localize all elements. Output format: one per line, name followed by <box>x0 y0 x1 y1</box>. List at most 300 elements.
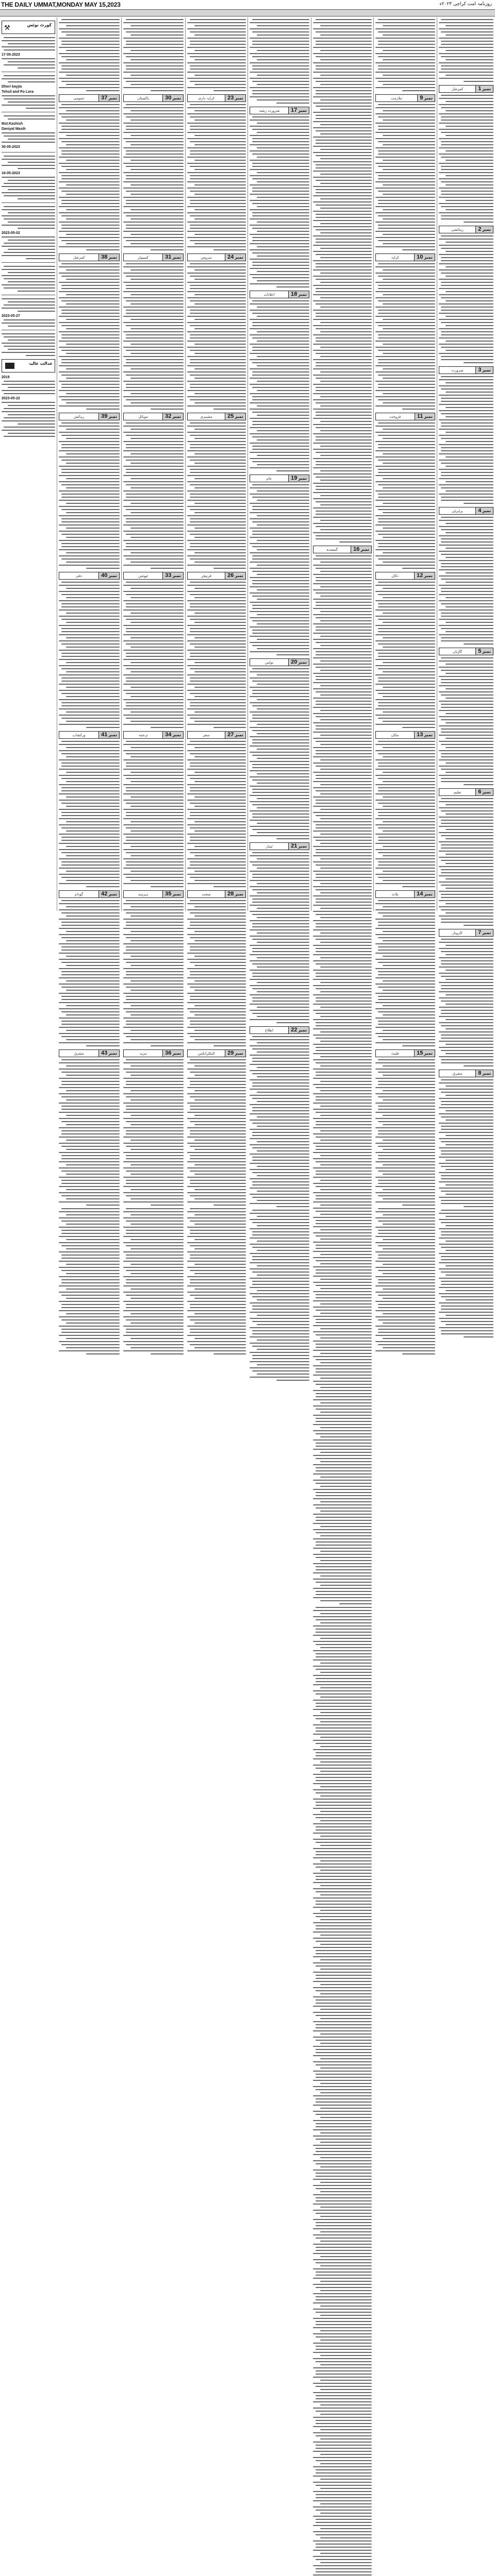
item-number-label <box>98 732 119 738</box>
item-number: 41 <box>101 732 108 738</box>
item-number-label <box>288 659 309 666</box>
item-label-word: نمبر <box>424 733 433 737</box>
item-label-word: نمبر <box>235 892 243 896</box>
ad-text-block <box>375 263 435 410</box>
ad-text-block <box>250 852 309 1023</box>
item-category: سروس <box>201 255 212 260</box>
notice-text-block <box>2 58 55 69</box>
classified-item-header <box>59 413 120 420</box>
item-number: 8 <box>478 1070 482 1076</box>
ad-text-block <box>123 741 184 887</box>
ad-text-block <box>313 1607 372 2576</box>
classified-item-header <box>250 1026 309 1034</box>
item-category: متفرق <box>74 1051 84 1056</box>
item-label-word: نمبر <box>108 733 117 737</box>
item-number: 37 <box>101 95 108 101</box>
classified-item-header <box>123 890 184 898</box>
item-number-label <box>225 1050 245 1057</box>
ad-text-block <box>439 657 493 785</box>
item-category: فرنیچر <box>201 573 211 578</box>
ad-text-block <box>375 104 435 250</box>
notice-text-block <box>2 236 55 259</box>
item-category: صحت <box>202 892 211 896</box>
legal-place-name: Dheri kayjia <box>2 85 22 89</box>
item-number: 11 <box>417 413 423 419</box>
item-number: 23 <box>227 95 234 101</box>
item-number-label <box>414 1050 435 1057</box>
item-number-label <box>351 546 371 553</box>
classified-item-header <box>187 94 246 102</box>
ad-text-block <box>375 741 435 887</box>
item-category: کمرشل <box>73 255 85 260</box>
classified-item-header <box>250 291 309 298</box>
legal-date: 2023-05-02 <box>2 231 20 235</box>
item-category: متفرق <box>452 1071 463 1076</box>
ad-text-block <box>123 1059 184 1206</box>
item-label-word: نمبر <box>235 573 243 578</box>
item-label-word: نمبر <box>424 892 433 896</box>
item-number-label <box>288 291 309 298</box>
item-number: 43 <box>101 1050 108 1056</box>
item-label-word: نمبر <box>172 1051 181 1056</box>
high-court-notice-header <box>2 359 55 372</box>
classifieds-columns <box>0 18 495 1076</box>
masthead-rule-bar <box>0 9 495 16</box>
item-category: کرایہ <box>391 255 399 260</box>
item-number-label <box>475 648 493 655</box>
ad-text-block <box>187 422 246 569</box>
classified-column <box>57 18 121 1056</box>
item-label-word: نمبر <box>235 733 243 737</box>
item-label-word: نمبر <box>108 414 117 419</box>
item-number: 31 <box>165 254 172 260</box>
item-category: اعلانات <box>263 292 275 297</box>
legal-year: 2019 <box>2 376 10 379</box>
ad-text-block <box>187 19 246 91</box>
ad-text-block <box>187 104 246 250</box>
item-number-label <box>475 789 493 795</box>
item-category: ملازمت <box>391 96 403 100</box>
classified-item-header <box>375 1049 435 1057</box>
ad-text-block <box>59 1208 120 1354</box>
ad-text-block <box>375 1208 435 1354</box>
ad-text-block <box>250 1036 309 1207</box>
classified-column <box>121 18 185 1056</box>
item-category: اطلاع <box>265 1028 273 1032</box>
item-number: 38 <box>101 254 108 260</box>
item-number: 7 <box>478 929 482 936</box>
ad-text-block <box>375 19 435 91</box>
item-label-word: نمبر <box>108 255 117 260</box>
masthead-english-title: THE DAILY UMMAT,MONDAY MAY 15,2023 <box>1 1 121 8</box>
ad-text-block <box>439 95 493 223</box>
notice-text-block <box>2 381 55 394</box>
item-category: مکان <box>391 733 399 737</box>
notice-text-block <box>2 319 55 327</box>
item-label-word: نمبر <box>424 414 433 419</box>
classified-item-header <box>187 890 246 898</box>
item-category: رہائش <box>73 414 85 419</box>
ad-text-block <box>187 900 246 1046</box>
item-number-label <box>225 572 245 579</box>
item-label-word: نمبر <box>298 1028 307 1032</box>
item-category: سفر <box>203 733 210 737</box>
notice-text-block <box>2 206 55 229</box>
item-category: فروخت <box>389 414 401 419</box>
classified-item-header <box>59 572 120 580</box>
ad-text-block <box>250 668 309 839</box>
ad-text-block <box>250 116 309 287</box>
item-number: 27 <box>227 732 234 738</box>
item-category: ضرورت رشتہ <box>258 108 280 113</box>
item-category: رہائشی <box>451 227 464 232</box>
item-number: 34 <box>165 732 172 738</box>
notice-text-block <box>2 402 55 437</box>
item-number: 39 <box>101 413 108 419</box>
ad-text-block <box>59 104 120 250</box>
item-category: ہنرمند <box>138 892 148 896</box>
item-category: گاڑیاں <box>453 649 463 654</box>
item-number-label <box>475 507 493 514</box>
ad-text-block <box>313 19 372 543</box>
classified-item-header <box>123 94 184 102</box>
item-number-label <box>414 254 435 261</box>
item-number-label <box>475 86 493 92</box>
item-label-word: نمبر <box>298 108 307 113</box>
item-number-label <box>288 843 309 850</box>
item-category: پلاٹ <box>391 892 399 896</box>
item-number-label <box>98 254 119 261</box>
classified-item-header <box>123 253 184 261</box>
classified-item-header <box>250 658 309 666</box>
item-number: 22 <box>291 1027 298 1033</box>
notice-divider <box>2 202 55 203</box>
classified-item-header <box>250 842 309 850</box>
high-court-stamp: عدالت عالیہ <box>28 361 53 366</box>
item-number: 28 <box>227 891 234 897</box>
item-number: 42 <box>101 891 108 897</box>
ad-text-block <box>123 1208 184 1354</box>
classified-item-header <box>439 788 493 796</box>
item-number-label <box>162 732 183 738</box>
notice-divider <box>2 262 55 263</box>
court-notices-sidebar <box>0 18 57 911</box>
item-label-word: نمبر <box>235 1051 243 1056</box>
ad-text-block <box>59 422 120 569</box>
item-label-word: نمبر <box>235 255 243 260</box>
ad-text-block <box>59 19 120 91</box>
item-label-word: نمبر <box>298 660 307 665</box>
item-label-word: نمبر <box>482 790 491 794</box>
item-label-word: نمبر <box>172 96 181 100</box>
item-category: فلیٹ <box>391 1051 399 1056</box>
item-category: دکان <box>391 573 399 578</box>
item-number-label <box>475 226 493 233</box>
classified-item-header <box>59 253 120 261</box>
item-category: دفتر <box>75 573 82 578</box>
item-label-word: نمبر <box>108 96 117 100</box>
item-category: ترجمہ <box>138 733 148 737</box>
item-category: کمرشل <box>451 87 464 91</box>
item-number: 10 <box>417 254 423 260</box>
item-label-word: نمبر <box>424 573 433 578</box>
item-category: کاروبار <box>452 930 463 935</box>
legal-date: 2023-05-22 <box>2 397 20 400</box>
item-category: مزید <box>139 1051 147 1056</box>
item-number-label <box>415 413 435 420</box>
ad-text-block <box>439 19 493 82</box>
item-label-word: نمبر <box>108 1051 117 1056</box>
item-category: گمشدہ <box>326 547 338 552</box>
item-number: 35 <box>165 891 172 897</box>
item-category: عمومی <box>73 96 85 100</box>
item-number: 36 <box>165 1050 172 1056</box>
classified-item-header <box>123 413 184 420</box>
item-category: مشینری <box>200 414 212 419</box>
item-label-word: نمبر <box>298 292 307 297</box>
ad-text-block <box>123 582 184 728</box>
ad-text-block <box>375 900 435 1046</box>
item-label-word: نمبر <box>424 255 433 260</box>
item-number-label <box>98 572 119 579</box>
item-label-word: نمبر <box>298 844 307 849</box>
item-label-word: نمبر <box>108 573 117 578</box>
item-label-word: نمبر <box>172 255 181 260</box>
item-number-label <box>162 572 183 579</box>
item-number-label <box>288 1027 309 1033</box>
classified-item-header <box>250 107 309 114</box>
item-number: 30 <box>165 95 172 101</box>
ad-text-block <box>187 1208 246 1354</box>
ad-text-block <box>123 104 184 250</box>
classified-column <box>373 18 437 1056</box>
ad-text-block <box>439 517 493 645</box>
item-category: پراپرٹی <box>452 509 463 513</box>
item-number-label <box>414 732 435 738</box>
item-number-label <box>288 475 309 482</box>
ad-text-block <box>375 1059 435 1206</box>
item-number-label <box>225 254 245 261</box>
item-number: 17 <box>291 107 298 113</box>
ad-text-block <box>123 263 184 410</box>
item-label-word: نمبر <box>172 414 181 419</box>
legal-date: 17-05-2023 <box>2 53 20 57</box>
item-label-word: نمبر <box>482 227 491 232</box>
item-category: کمپیوٹر <box>138 255 149 260</box>
item-number: 12 <box>417 572 423 579</box>
item-label-word: نمبر <box>108 892 117 896</box>
gavel-icon: ⚒ <box>4 24 10 32</box>
item-category: عام <box>266 476 272 481</box>
classified-item-header <box>123 731 184 739</box>
item-number: 9 <box>420 95 423 101</box>
classified-item-header <box>439 648 493 655</box>
notice-text-block <box>2 298 55 312</box>
classified-item-header <box>375 253 435 261</box>
item-number-label <box>225 891 245 897</box>
item-label-word: نمبر <box>482 930 491 935</box>
court-notice-header <box>2 21 55 34</box>
ad-text-block <box>439 1210 493 1337</box>
item-number: 14 <box>417 891 423 897</box>
item-label-word: نمبر <box>172 573 181 578</box>
classified-item-header <box>375 890 435 898</box>
item-category: الیکٹرانکس <box>197 1051 215 1056</box>
item-category: کرایہ داری <box>198 96 214 100</box>
masthead-urdu-title: روزنامہ امت کراچی ۲۰۲۳ء <box>439 2 492 7</box>
item-label-word: نمبر <box>424 1051 433 1056</box>
classified-column <box>248 18 311 1033</box>
classified-item-header <box>123 572 184 580</box>
ad-text-block <box>59 900 120 1046</box>
item-number-label <box>475 929 493 936</box>
item-label-word: نمبر <box>482 87 491 91</box>
item-number-label <box>288 107 309 114</box>
item-category: موبائل <box>138 414 148 419</box>
classified-item-header <box>250 474 309 482</box>
classified-item-header <box>123 1049 184 1057</box>
classified-item-header <box>375 731 435 739</box>
court-notice-stamp: کورٹ نوٹس <box>27 23 52 27</box>
ad-text-block <box>439 1079 493 1207</box>
item-number: 21 <box>291 843 298 849</box>
ad-text-block <box>123 900 184 1046</box>
item-number: 33 <box>165 572 172 579</box>
ad-text-block <box>59 263 120 410</box>
item-number: 6 <box>478 789 482 795</box>
item-number: 29 <box>227 1050 234 1056</box>
item-category: پاکستان <box>137 96 150 100</box>
ad-text-block <box>250 484 309 655</box>
notice-text-block <box>2 333 55 356</box>
item-number-label <box>162 95 183 101</box>
legal-date: 30-05-2023 <box>2 145 20 149</box>
notice-text-block <box>2 75 55 82</box>
item-label-word: نمبر <box>482 509 491 513</box>
legal-date: 16-05-2023 <box>2 172 20 175</box>
classified-item-header <box>439 85 493 93</box>
item-label-word: نمبر <box>482 368 491 372</box>
item-category: ٹیوشن <box>138 573 148 578</box>
item-number: 20 <box>291 659 298 665</box>
item-label-word: نمبر <box>172 733 181 737</box>
classified-item-header <box>439 507 493 515</box>
item-number: 19 <box>291 475 298 481</box>
ad-text-block <box>250 300 309 471</box>
item-label-word: نمبر <box>424 96 433 100</box>
notice-text-block <box>2 132 55 143</box>
item-number: 4 <box>478 507 482 514</box>
ad-text-block <box>375 422 435 569</box>
item-number: 15 <box>417 1050 423 1056</box>
ad-text-block <box>375 582 435 728</box>
classified-item-header <box>375 572 435 580</box>
classified-column <box>311 18 373 911</box>
classified-item-header <box>187 253 246 261</box>
classified-item-header <box>375 413 435 420</box>
item-number-label <box>475 1070 493 1077</box>
ad-text-block <box>123 422 184 569</box>
ad-text-block <box>123 19 184 91</box>
item-number-label <box>162 254 183 261</box>
item-number-label <box>98 891 119 897</box>
item-number: 1 <box>478 86 482 92</box>
ad-text-block <box>59 1059 120 1206</box>
legal-place-name: Tehsil and Po Lora <box>2 90 34 94</box>
emblem-icon <box>5 363 14 369</box>
item-number: 26 <box>227 572 234 579</box>
notice-text-block <box>2 37 55 50</box>
item-number-label <box>414 891 435 897</box>
item-label-word: نمبر <box>298 476 307 481</box>
classified-item-header <box>375 94 435 102</box>
item-number-label <box>225 413 245 420</box>
item-number-label <box>162 1050 183 1057</box>
item-label-word: نمبر <box>482 649 491 654</box>
ad-text-block <box>250 19 309 104</box>
classified-item-header <box>187 413 246 420</box>
item-category: گودام <box>74 892 84 896</box>
item-number: 40 <box>101 572 108 579</box>
classified-item-header <box>59 94 120 102</box>
item-category: ورکشاپ <box>72 733 86 737</box>
item-label-word: نمبر <box>482 1071 491 1076</box>
notice-text-block <box>2 156 55 169</box>
item-number-label <box>417 95 435 101</box>
item-label-word: نمبر <box>235 414 243 419</box>
item-number-label <box>162 891 183 897</box>
classified-item-header <box>439 929 493 937</box>
classified-item-header <box>439 226 493 233</box>
item-category: نوٹس <box>265 660 274 665</box>
item-number-label <box>225 732 245 738</box>
item-category: تعلیم <box>453 790 461 794</box>
classified-item-header <box>313 546 372 553</box>
ad-text-block <box>187 263 246 410</box>
ad-text-block <box>187 1059 246 1206</box>
classified-item-header <box>59 890 120 898</box>
notice-text-block <box>2 266 55 292</box>
item-number-label <box>98 413 119 420</box>
item-number: 13 <box>417 732 423 738</box>
item-label-word: نمبر <box>172 892 181 896</box>
classified-column <box>437 18 495 1076</box>
ad-text-block <box>313 555 372 1604</box>
classified-item-header <box>439 1070 493 1077</box>
ad-text-block <box>439 235 493 363</box>
item-number-label <box>98 95 119 101</box>
item-number-label <box>98 1050 119 1057</box>
item-label-word: نمبر <box>235 96 243 100</box>
notice-text-block <box>2 177 55 199</box>
notice-text-block <box>2 115 55 120</box>
ad-text-block <box>59 741 120 887</box>
ad-text-block <box>187 582 246 728</box>
classified-item-header <box>59 731 120 739</box>
ad-text-block <box>439 798 493 926</box>
item-number: 2 <box>478 226 482 232</box>
item-number: 32 <box>165 413 172 419</box>
classified-column <box>185 18 248 1056</box>
ad-text-block <box>250 1210 309 1381</box>
item-number: 24 <box>227 254 234 260</box>
item-number-label <box>162 413 183 420</box>
item-category: ٹینڈر <box>266 844 273 849</box>
item-category: ضرورت <box>451 368 464 372</box>
ad-text-block <box>187 741 246 887</box>
classified-item-header <box>187 1049 246 1057</box>
classified-item-header <box>439 366 493 374</box>
